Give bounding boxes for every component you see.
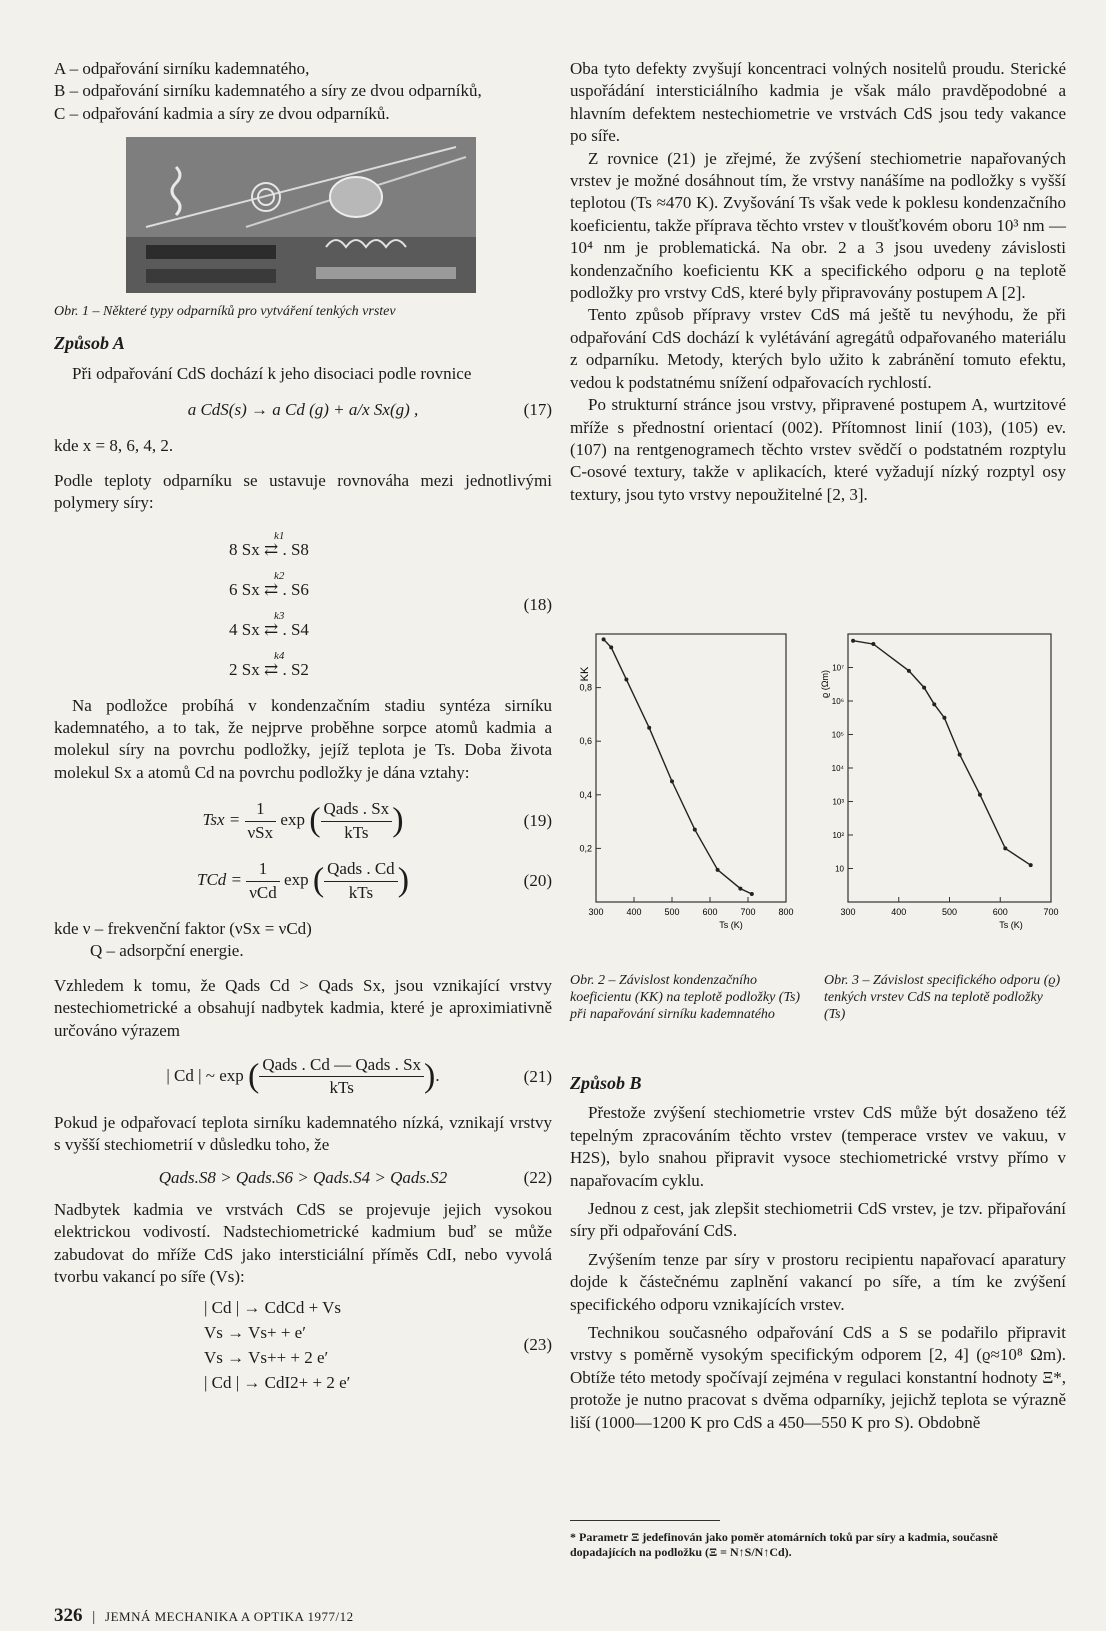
numerator: Qads . Cd — Qads . Sx (259, 1054, 424, 1077)
data-point (907, 669, 911, 673)
y-tick-label: 10² (832, 831, 844, 840)
x-axis-label: Ts (K) (999, 920, 1023, 930)
section-heading-a: Způsob A (54, 333, 125, 354)
evaporator-photo (126, 137, 476, 293)
reaction-text: 2 Sx ⇄ . S2 (229, 659, 309, 679)
journal-title: JEMNÁ MECHANIKA A OPTIKA 1977/12 (105, 1609, 354, 1624)
numerator: 1 (246, 858, 280, 881)
reaction-line: Vs → Vs++ + 2 e′ (204, 1347, 329, 1367)
x-tick-label: 800 (778, 907, 794, 917)
y-tick-label: 10⁷ (832, 663, 844, 673)
right-column-lower (570, 1072, 1066, 1434)
chart-condensation-coefficient (566, 622, 806, 952)
y-axis-label: KK (579, 666, 591, 682)
x-tick-label: 400 (626, 907, 642, 917)
reaction-line: | Cd | → CdI2+ + 2 e′ (204, 1372, 351, 1392)
reaction-line: | Cd | → CdCd + Vs (204, 1297, 341, 1317)
denominator: kTs (344, 822, 369, 842)
equation-22 (54, 1167, 552, 1189)
y-tick-label: 0,2 (579, 843, 592, 854)
fraction (259, 1054, 424, 1100)
fraction (245, 798, 277, 844)
x-tick-label: 400 (891, 907, 907, 917)
data-point (922, 686, 926, 690)
paragraph: Tento způsob přípravy vrstev CdS má ještě tu nevýhodu, že při odpařování CdS dochází k vylétávání agregátů odpařovaného materiálu z odparníku. Metody, kterých bylo užito k zabránění tomuto efektu, vedou k podstatnému snížení odpařovacích rychlostí. (570, 305, 1066, 392)
x-tick-label: 600 (702, 907, 718, 917)
equation-lhs: TCd = (196, 869, 242, 889)
section-heading-b: Způsob B (570, 1073, 642, 1093)
paragraph: kde ν – frekvenční faktor (νSx = νCd) (54, 918, 312, 938)
x-tick-label: 300 (588, 907, 604, 917)
list-item-b: B – odpařování sirníku kademnatého a síry ze dvou odparníků, (54, 81, 482, 101)
rate-constant: k4 (274, 649, 285, 662)
data-point (738, 887, 742, 891)
chart-specific-resistance (816, 622, 1066, 952)
fraction (246, 858, 280, 904)
footnote-divider (570, 1520, 720, 1521)
reaction-text: 6 Sx ⇄ . S6 (229, 579, 309, 599)
right-column (570, 58, 1066, 506)
equation-number: (18) (523, 594, 552, 614)
reaction-line (229, 525, 349, 565)
denominator: νSx (247, 822, 274, 842)
y-tick-label: 10³ (832, 797, 844, 807)
data-point (693, 828, 697, 832)
y-tick-label: 10⁴ (831, 764, 844, 773)
data-point (647, 726, 651, 730)
exp-text: exp (284, 869, 309, 889)
equation-number: (22) (523, 1167, 552, 1187)
figure-1-caption: Obr. 1 – Některé typy odparníků pro vytváření tenkých vrstev (54, 304, 396, 320)
y-tick-label: 0,6 (579, 736, 592, 747)
paragraph: Při odpařování CdS dochází k jeho disociaci podle rovnice (72, 363, 472, 383)
equation-number: (21) (523, 1066, 552, 1086)
equation-number: (20) (523, 870, 552, 890)
equation-18 (54, 525, 552, 685)
numerator: 1 (245, 798, 277, 821)
list-item-a: A – odpařování sirníku kademnatého, (54, 59, 310, 78)
equation-lhs: Tsx = (202, 810, 241, 830)
equation-text: Qads.S8 > Qads.S6 > Qads.S4 > Qads.S2 (158, 1167, 448, 1187)
x-axis-label: Ts (K) (719, 920, 743, 930)
y-tick-label: 0,4 (579, 789, 592, 800)
data-point (624, 678, 628, 682)
footnote: * Parametr Ξ jedefinován jako poměr atomárních toků par síry a kadmia, současně dopadajících na podložku (Ξ = N↑S/N↑Cd). (570, 1530, 998, 1559)
figure-2-caption: Obr. 2 – Závislost kondenzačního koeficientu (KK) na teplotě podložky (Ts) při napařování sirníku kademnatého (570, 973, 801, 1022)
paragraph: Na podložce probíhá v kondenzačním stadiu syntéza sirníku kademnatého, a to tak, že nejprve proběhne sorpce atomů kadmia a molekul síry na povrchu podložky, jejíž teplota je Ts. Doba života molekul Sx a atomů Cd na povrchu podložky je dána vztahy: (54, 695, 552, 782)
equation-23 (54, 1295, 552, 1395)
series-line (604, 639, 752, 894)
denominator: kTs (329, 1078, 354, 1098)
data-point (609, 645, 613, 649)
exp-text: exp (280, 810, 305, 830)
data-point (932, 702, 936, 706)
paragraph: Podle teploty odparníku se ustavuje rovnováha mezi jednotlivými polymery síry: (54, 470, 552, 513)
evaporator-illustration (126, 137, 476, 293)
y-tick-label: 10 (835, 864, 844, 874)
y-tick-label: 10⁵ (831, 730, 844, 740)
paragraph: Po strukturní stránce jsou vrstvy, připravené postupem A, wurtzitové mříže s přednostní orientací (002). Přítomnost linií (103), (105) ev. (107) na rentgenogramech těchto vrstev svědčí o podstatném rozptylu C-osové textury, takže v aplikacích, které vyžadují nízký rozptyl osy textury, jsou tyto vrstvy nepoužitelné [2, 3]. (570, 395, 1066, 504)
reaction-text: 8 Sx ⇄ . S8 (229, 539, 309, 559)
data-point (958, 753, 962, 757)
x-tick-label: 700 (740, 907, 756, 917)
denominator: νCd (249, 882, 277, 902)
paragraph: Technikou současného odpařování CdS a S se podařilo připravit vrstvy s poměrně vysokým specifickým odporem [2, 4] (ϱ≈10⁸ Ωm). Obtíže této metody spočívají zejména v regulaci konstantní hodnoty Ξ*, protože je nutno pracovat s dvěma odparníky, jejichž teplota se výrazně liší (1000—1200 K pro CdS a 450—550 K pro S). Obdobně (570, 1323, 1066, 1432)
x-tick-label: 500 (664, 907, 680, 917)
paragraph: Pokud je odpařovací teplota sirníku kademnatého nízká, vznikají vrstvy s vyšší stechiometrií v důsledku toho, že (54, 1112, 552, 1155)
rate-constant: k2 (274, 569, 285, 582)
reaction-line (229, 605, 349, 645)
denominator: kTs (348, 882, 374, 902)
data-point (851, 639, 855, 643)
data-point (978, 793, 982, 797)
data-point (670, 779, 674, 783)
data-point (602, 637, 606, 641)
data-point (1003, 846, 1007, 850)
paragraph: Z rovnice (21) je zřejmé, že zvýšení stechiometrie napařovaných vrstev je možné dosáhnout tím, že vrstvy nanášíme na podložky s vyšší teplotou (Ts ≈470 K). Zvyšování Ts však vede k poklesu kondenzačního koeficientu, takže příprava těchto vrstev v tloušťkovém oboru 10³ nm — 10⁴ nm je problematická. Na obr. 2 a 3 jsou uvedeny závislosti kondenzačního koeficientu KK a specifického odporu ϱ na teplotě podložky pro vrstvy CdS, které byly připravovány postupem A [2]. (570, 148, 1066, 303)
equation-text: a CdS(s) → a Cd (g) + a/x Sx(g) , (187, 400, 419, 420)
plot-frame (848, 634, 1051, 902)
reaction-line (229, 645, 349, 685)
equation-19: Tsx = $\frac{1}{\text{νSx}}$ exp ( $\frac{\text{Qads . Sx}}{\text{kTs}}$ ) (19) (54, 798, 552, 844)
data-point (1029, 863, 1033, 867)
data-point (716, 868, 720, 872)
page-footer: 326 | JEMNÁ MECHANIKA A OPTIKA 1977/12 (54, 1605, 354, 1626)
reaction-line: Vs → Vs+ + e′ (204, 1322, 306, 1342)
fraction (324, 858, 398, 904)
equation-number: (23) (523, 1334, 552, 1354)
x-tick-label: 300 (840, 907, 856, 917)
equation-17 (54, 399, 552, 421)
y-axis-label: ϱ (Ωm) (820, 670, 830, 698)
data-point (942, 716, 946, 720)
paragraph: Q – adsorpční energie. (90, 941, 244, 961)
paragraph: Oba tyto defekty zvyšují koncentraci volných nositelů proudu. Sterické uspořádání intersticiálního kadmia je však málo pravděpodobné a hlavním defektem nestechiometrie ve vrstvách CdS jsou tedy vakance po síře. (570, 59, 1066, 146)
fraction (321, 798, 393, 844)
paragraph: kde x = 8, 6, 4, 2. (54, 436, 174, 456)
figure-3-caption: Obr. 3 – Závislost specifického odporu (ϱ) tenkých vrstev CdS na teplotě podložky (Ts) (824, 973, 1061, 1022)
rate-constant: k3 (274, 609, 285, 622)
equation-number: (17) (523, 400, 552, 420)
series-line (853, 641, 1031, 866)
page-number: 326 (54, 1605, 83, 1626)
equation-21: | Cd | ~ exp ( $\frac{\text{Qads . Cd — Qads . Sx}}{\text{kTs}}$ ). (21) (54, 1054, 552, 1100)
paragraph: Přestože zvýšení stechiometrie vrstev CdS může být dosaženo též tepelným zpracováním těchto vrstev (temperace vrstev ve vakuu, v H2S), bylo snahou připravit vysoce stechiometrické vrstvy přímo v napařovacím cyklu. (570, 1103, 1066, 1190)
list-item-c: C – odpařování kadmia a síry ze dvou odparníků. (54, 103, 390, 123)
paragraph: Jednou z cest, jak zlepšit stechiometrii CdS vrstev, je tzv. připařování síry při odpařování CdS. (570, 1199, 1066, 1241)
paragraph: Zvýšením tenze par síry v prostoru recipientu napařovací aparatury dojde k částečnému zaplnění vakancí po síře, a tím ke zvýšení specifického odporu vznikajících vrstev. (570, 1249, 1066, 1314)
paragraph: Vzhledem k tomu, že Qads Cd > Qads Sx, jsou vznikající vrstvy nestechiometrické a obsahují nadbytek kadmia, které je aproximiativně určováno výrazem (54, 975, 552, 1040)
reaction-text: 4 Sx ⇄ . S4 (229, 619, 309, 639)
x-tick-label: 500 (941, 907, 958, 917)
y-tick-label: 0,8 (579, 682, 592, 693)
equation-20: TCd = $\frac{1}{\text{νCd}}$ exp ( $\frac{\text{Qads . Cd}}{\text{kTs}}$ ) (20) (54, 858, 552, 904)
equation-lhs: | Cd | ~ exp (166, 1065, 244, 1085)
numerator: Qads . Sx (321, 798, 393, 821)
y-tick-label: 10⁶ (831, 697, 844, 706)
data-point (871, 642, 875, 646)
paragraph: Nadbytek kadmia ve vrstvách CdS se projevuje jejich vysokou elektrickou vodivostí. Nadstechiometrické kadmium buď se může zabudovat do mříže CdS jako intersticiální příměs CdI, nebo vyvolá tvorbu vakancí po síře (Vs): (54, 1199, 552, 1287)
equation-number: (19) (523, 810, 552, 830)
x-tick-label: 600 (992, 907, 1008, 917)
numerator: Qads . Cd (324, 858, 398, 881)
data-point (750, 892, 754, 896)
left-column (54, 58, 552, 1401)
rate-constant: k1 (274, 529, 285, 542)
x-tick-label: 700 (1043, 907, 1059, 917)
reaction-line (229, 565, 349, 605)
